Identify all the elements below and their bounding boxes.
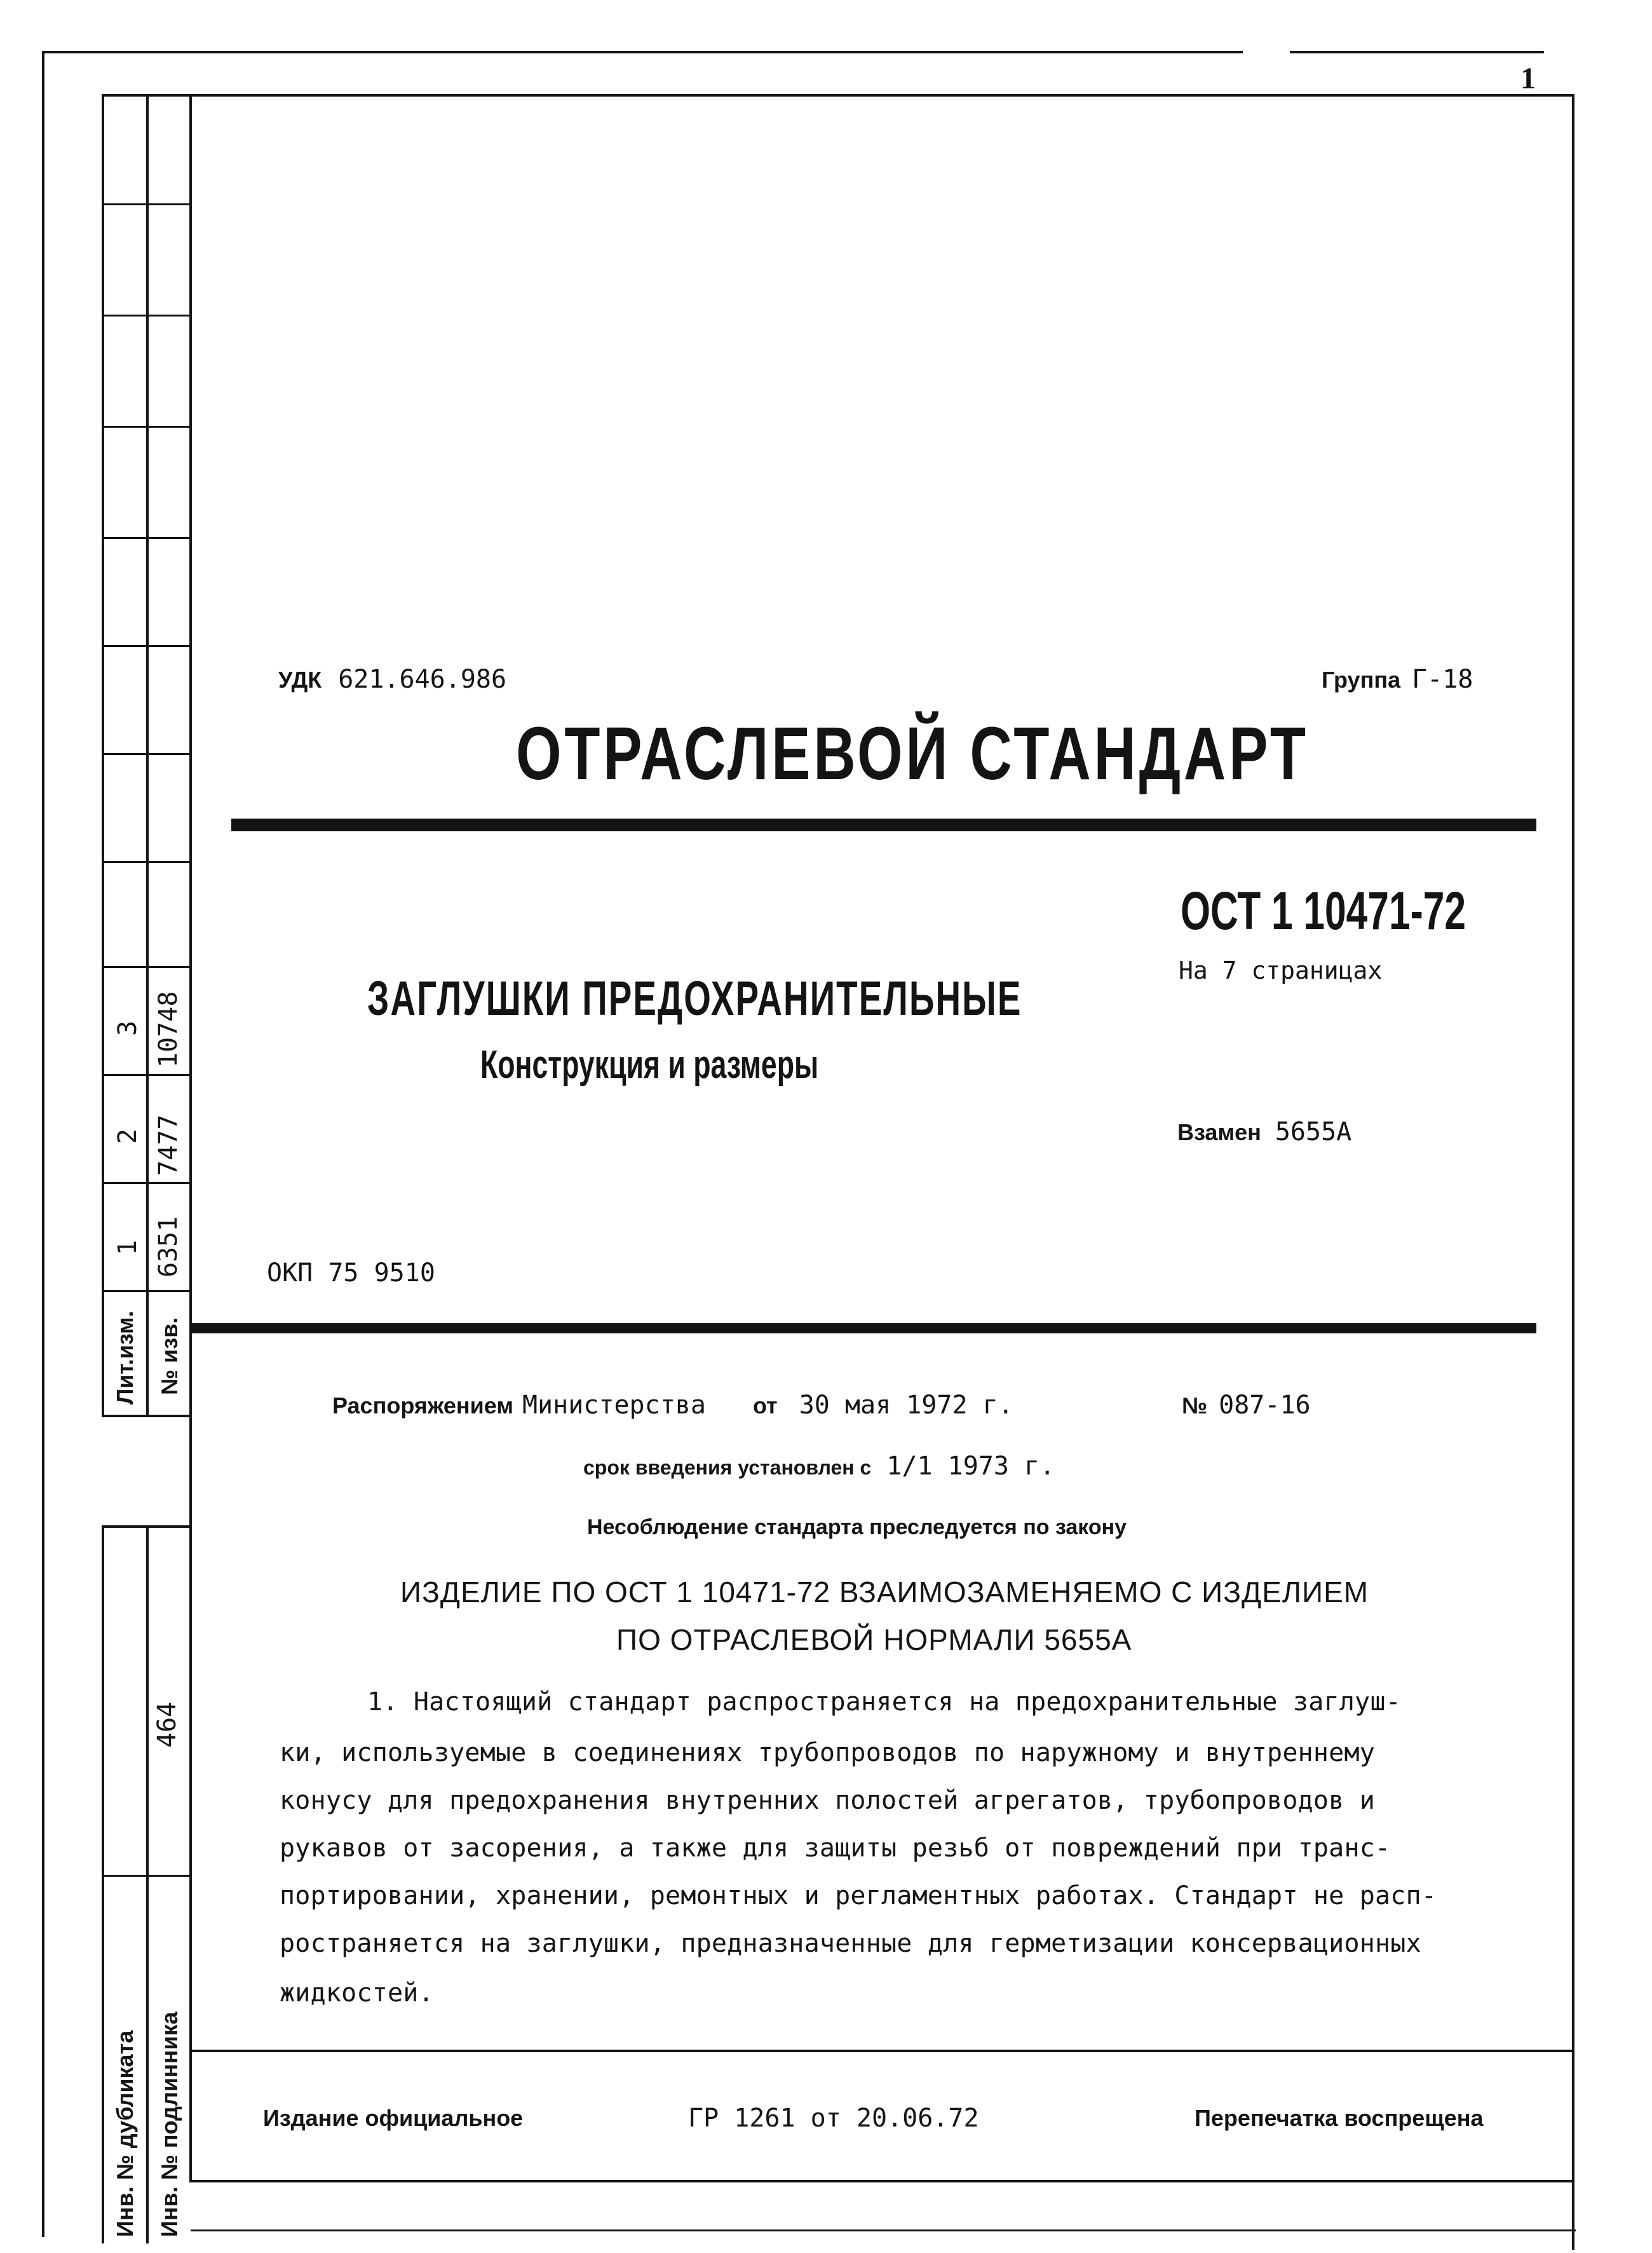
change-doc-2: 7477	[154, 1114, 183, 1176]
main-frame-top	[102, 94, 1574, 97]
frame-right-line	[1572, 95, 1574, 2250]
change-lit-3: 3	[113, 1020, 142, 1036]
middle-thick-rule	[191, 1323, 1536, 1333]
change-lit-1: 1	[113, 1239, 142, 1255]
stamp-row-line	[102, 315, 191, 317]
lit-header: Лит.изм.	[112, 1310, 138, 1405]
stamp-row-line	[102, 426, 191, 428]
frame-top-line-right	[1290, 51, 1544, 53]
subject-title: ЗАГЛУШКИ ПРЕДОХРАНИТЕЛЬНЫЕ	[367, 972, 1022, 1026]
stamp-row-line	[102, 203, 191, 205]
interchange-line-1: ИЗДЕЛИЕ ПО ОСТ 1 10471-72 ВЗАИМОЗАМЕНЯЕМО С ИЗДЕЛИЕМ	[400, 1576, 1369, 1609]
frame-left-line	[42, 51, 44, 2237]
udk-value: 621.646.986	[338, 665, 507, 694]
footer-edition: Издание официальное	[263, 2105, 524, 2131]
footer-registration: ГР 1261 от 20.06.72	[688, 2104, 979, 2133]
stamp-row-line	[102, 645, 191, 647]
standard-number: ОСТ 1 10471-72	[1181, 881, 1466, 941]
pages-count: На 7 страницах	[1179, 956, 1383, 984]
dup-label: Инв. № дубликата	[112, 2030, 138, 2237]
change-doc-3: 10748	[154, 991, 183, 1068]
document-type-title: ОТРАСЛЕВОЙ СТАНДАРТ	[516, 712, 1309, 796]
stamp-row-line	[102, 966, 191, 968]
lower-stamp-left	[102, 1525, 104, 2243]
footer-reprint: Перепечатка воспрещена	[1195, 2105, 1484, 2131]
order-from-label: от	[752, 1392, 778, 1419]
order-date: 30 мая 1972 г.	[799, 1391, 1013, 1420]
interchange-line-2: ПО ОТРАСЛЕВОЙ НОРМАЛИ 5655А	[616, 1623, 1132, 1656]
order-number	[1182, 1391, 1311, 1420]
change-doc-1: 6351	[154, 1216, 183, 1277]
group-value: Г-18	[1412, 665, 1473, 694]
stamp-row-line	[102, 1074, 191, 1076]
stamp-row-line	[102, 1182, 191, 1184]
replaces-block	[1177, 1117, 1351, 1147]
stamp-col-mid	[146, 94, 149, 1416]
paragraph-line: 1. Настоящий стандарт распространяется на предохранительные заглуш-	[367, 1687, 1401, 1717]
orig-label: Инв. № подлинника	[156, 2011, 182, 2237]
order-num-label: №	[1182, 1392, 1208, 1419]
replaces-label: Взамен	[1177, 1119, 1261, 1145]
term-label: срок введения установлен с	[583, 1456, 872, 1479]
order-label: Распоряжением	[332, 1392, 513, 1419]
replaces-value: 5655А	[1275, 1117, 1352, 1147]
udk-block	[278, 665, 506, 694]
page-number: 1	[1520, 62, 1536, 95]
paragraph-line: жидкостей.	[280, 1978, 434, 2008]
law-notice: Несоблюдение стандарта преследуется по закону	[587, 1515, 1127, 1539]
lower-stamp-mid	[146, 1525, 149, 2243]
stamp-row-line	[102, 537, 191, 539]
frame-bottom-line	[191, 2229, 1576, 2231]
main-frame-bottom	[191, 2180, 1574, 2182]
term-line	[583, 1452, 1055, 1481]
okp-code: ОКП 75 9510	[267, 1258, 435, 1288]
stamp-bottom	[102, 1415, 191, 1417]
paragraph-line: портировании, хранении, ремонтных и регламентных работах. Стандарт не расп-	[280, 1881, 1437, 1910]
subject-subtitle: Конструкция и размеры	[480, 1043, 819, 1087]
group-block	[1322, 665, 1473, 694]
paragraph-line: конусу для предохранения внутренних полостей агрегатов, трубопроводов и	[280, 1786, 1376, 1815]
inv-number: 464	[152, 1701, 182, 1748]
stamp-row-line	[102, 1290, 191, 1292]
group-label: Группа	[1322, 667, 1401, 693]
paragraph-line: ространяется на заглушки, предназначенные для герметизации консервационных	[280, 1929, 1421, 1958]
stamp-col-left	[102, 94, 104, 1416]
term-value: 1/1 1973 г.	[886, 1452, 1055, 1481]
stamp-row-line	[102, 861, 191, 863]
doc-header: № изв.	[156, 1317, 182, 1395]
change-lit-2: 2	[113, 1128, 142, 1144]
paragraph-line: ки, используемые в соединениях трубопроводов по наружному и внутреннему	[280, 1738, 1376, 1767]
order-authority: Министерства	[522, 1391, 706, 1420]
lower-stamp-sep	[102, 1875, 191, 1877]
paragraph-line: рукавов от засорения, а также для защиты резьб от повреждений при транс-	[280, 1834, 1391, 1863]
footer-separator	[191, 2050, 1574, 2052]
udk-label: УДК	[278, 667, 322, 693]
stamp-row-line	[102, 753, 191, 755]
order-num-value: 087-16	[1219, 1391, 1311, 1420]
frame-top-line-left	[42, 51, 1243, 53]
header-thick-rule	[231, 819, 1536, 831]
main-frame-left	[189, 94, 192, 2182]
